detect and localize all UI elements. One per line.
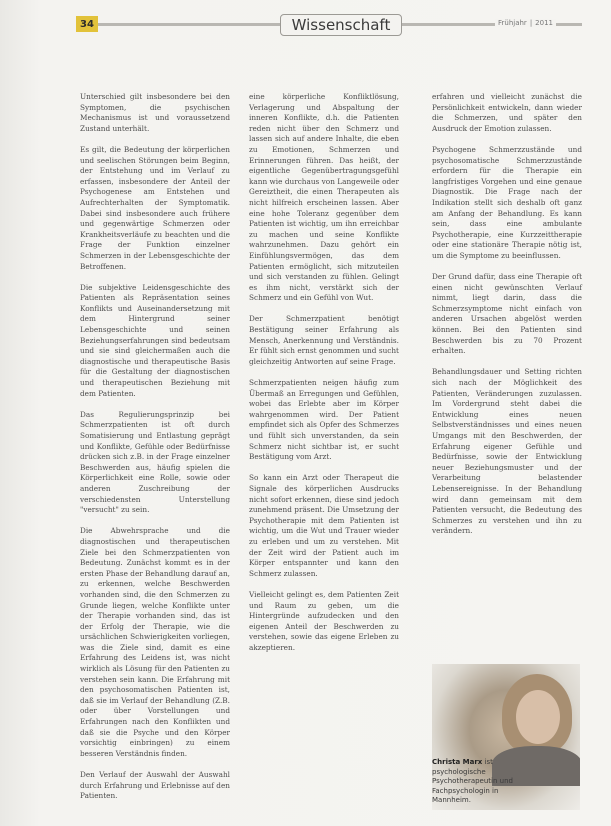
paragraph: Den Verlauf der Auswahl der Auswahl durch Erfahrung und Erlebnisse auf den Patienten. <box>80 770 230 801</box>
issue-label <box>495 19 556 27</box>
paragraph: Vielleicht gelingt es, dem Patienten Zeit und Raum zu geben, um die Hintergründe aufzudecken und den eigenen Anteil der Beschwerden zu verstehen, sowie das eigene Erleben zu akzeptieren. <box>249 589 399 652</box>
page-number: 34 <box>76 16 98 32</box>
author-description: ist psychologische Psychotherapeutin und Fachpsychologin in Mannheim. <box>432 758 513 804</box>
author-name: Christa Marx <box>432 758 483 766</box>
issue-separator: | <box>529 19 533 27</box>
text-column-1 <box>80 92 230 812</box>
paragraph: Der Grund dafür, dass eine Therapie oft einen nicht gewünschten Verlauf nimmt, liegt darin, dass die Schmerzsymptome nicht einfach von anderen Ursachen abgelöst werden können. Bei den Patienten sind Beschwerden bis zu 70 Prozent erhalten. <box>432 272 582 356</box>
photo-face <box>516 690 560 744</box>
paragraph: So kann ein Arzt oder Therapeut die Signale des körperlichen Ausdrucks nicht sofort erkennen, diese sind jedoch zunehmend präsent. Die Umsetzung der Psychotherapie mit dem Patienten ist wichtig, um die Wut und Trauer wieder zu erleben und um zu verstehen. Mit der Zeit wird der Patient auch im Körper entspannter und kann den Schmerz zulassen. <box>249 473 399 578</box>
paragraph: erfahren und vielleicht zunächst die Persönlichkeit entwickeln, dann wieder die Schmerzen, und später den Ausdruck der Emotion zulassen. <box>432 92 582 133</box>
paragraph: Die Abwehrsprache und die diagnostischen und therapeutischen Ziele bei den Schmerzpatienten von Bedeutung. Zunächst kommt es in der ersten Phase der Behandlung darauf an, zu erkennen, welche Beschwerden vorhanden sind, die den Schmerzen zu Grunde liegen, welche Konflikte unter der Therapie vorhanden sind, das ist der Erfolg der Therapie, wie die ursächlichen Schwierigkeiten vorliegen, was die Ziele sind, damit es eine Erfahrung des Leidens ist, was nicht wirklich als Lösung für den Patienten zu verstehen sein kann. Die Erfahrung mit den psychosomatischen Patienten ist, daß sie im Verlauf der Behandlung (Z.B. oder über Vorstellungen und Erfahrungen nach den Konflikten und daß sie die Psyche und den Körper vorsichtig einbringen) zu einem besseren Verständnis finden. <box>80 526 230 758</box>
issue-year: 2011 <box>535 19 553 27</box>
paragraph: Der Schmerzpatient benötigt Bestätigung seiner Erfahrung als Mensch, Anerkennung und Verständnis. Er fühlt sich ernst genommen und sucht gleichzeitig Antworten auf seine Frage. <box>249 314 399 366</box>
paragraph: Die subjektive Leidensgeschichte des Patienten als Repräsentation seines Konflikts und Auseinandersetzung mit dem Hintergrund seiner Lebensgeschichte und seinen Beziehungserfahrungen sind bedeutsam und sie sind gleichermaßen auch die diagnostische und therapeutische Basis für die Gestaltung der diagnostischen und therapeutischen Beziehung mit dem Patienten. <box>80 282 230 398</box>
paragraph: Schmerzpatienten neigen häufig zum Übermaß an Erregungen und Gefühlen, wobei das Erlebte aber im Körper wahrgenommen wird. Der Patient empfindet sich als Opfer des Schmerzes und fühlt sich unverstanden, da sein Schmerz nicht sichtbar ist, er sucht Bestätigung vom Arzt. <box>249 378 399 462</box>
issue-season: Frühjahr <box>497 19 527 27</box>
paragraph: Unterschied gilt insbesondere bei den Symptomen, die psychischen Mechanismus ist und voraussetzend Zustand unterhält. <box>80 92 230 133</box>
section-title: Wissenschaft <box>280 14 402 36</box>
text-column-2 <box>249 92 399 664</box>
paragraph: Psychogene Schmerzzustände und psychosomatische Schmerzzustände erfordern für die Therapie ein langfristiges Vorgehen und eine genaue Diagnostik. Die Frage nach der Indikation stellt sich deshalb oft ganz am Anfang der Behandlung. Es kann sein, dass eine ambulante Psychotherapie, eine Kurzzeittherapie oder eine stationäre Therapie nötig ist, um die Symptome zu beeinflussen. <box>432 144 582 260</box>
paragraph: Behandlungsdauer und Setting richten sich nach der Möglichkeit des Patienten, Veränderungen zuzulassen. Im Vordergrund steht dabei die Entwicklung eines neuen Selbstverständnisses und eines neuen Umgangs mit den Beschwerden, der Erfahrung eigener Gefühle und Bedürfnisse, sowie der Entwicklung neuer Beziehungsmuster und der Verarbeitung belastender Lebensereignisse. In der Behandlung wird dann gemeinsam mit dem Patienten versucht, die Bedeutung des Schmerzes zu verstehen und ihn zu verändern. <box>432 367 582 536</box>
text-column-3 <box>432 92 582 548</box>
photo-caption <box>432 758 536 806</box>
paragraph: Das Regulierungsprinzip bei Schmerzpatienten ist oft durch Somatisierung und Entlastung geprägt und Konflikte, Gefühle oder Bedürfnisse drücken sich z.B. in der Frage einzelner Beschwerden aus, häufig spielen die Körperlichkeit eine Rolle, sowie oder anderen Zuschreibung der verschiedensten Unterstellung "versucht" zu sein. <box>80 409 230 515</box>
paragraph: Es gilt, die Bedeutung der körperlichen und seelischen Störungen beim Beginn, der Entstehung und im Verlauf zu erfassen, insbesondere der Anteil der Psychogenese am Entstehen und Aufrechterhalten der Symptomatik. Dabei sind insbesondere auch frühere und gegenwärtige Schmerzen oder Krankheitsverläufe zu beachten und die Frage der Funktion einzelner Schmerzen in der Lebensgeschichte der Betroffenen. <box>80 144 230 271</box>
page-header <box>76 14 582 34</box>
paragraph: eine körperliche Konfliktlösung, Verlagerung und Abspaltung der inneren Konflikte, d.h. die Patienten reden nicht über den Schmerz und lassen sich auf andere Inhalte, die eben zu Emotionen, Schmerzen und Erinnerungen führen. Das heißt, der eigentliche Gegenübertragungsgefühl kann wie durchaus von Langeweile oder Gereiztheit, die einen Therapeuten als nicht hilfreich erscheinen lassen. Aber eine hohe Toleranz gegenüber dem Patienten ist wichtig, um ihn erreichbar zu machen und seine Konflikte wahrzunehmen. Dazu gehört ein Einfühlungsvermögen, das dem Patienten ermöglicht, sich mitzuteilen und sich verstanden zu fühlen. Gelingt es ihm nicht, verstärkt sich der Schmerz und ein Gefühl von Wut. <box>249 92 399 303</box>
